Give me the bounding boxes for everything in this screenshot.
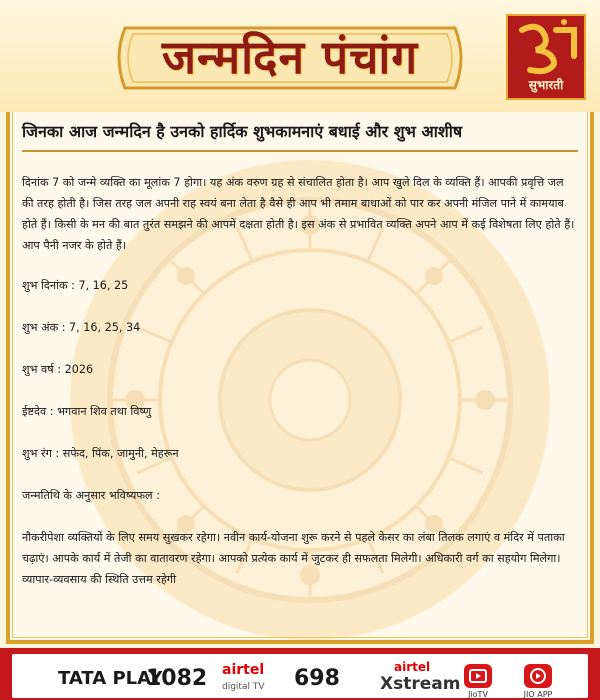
lucky-numbers: शुभ अंक : 7, 16, 25, 34 <box>22 321 141 334</box>
tata-play-channel: 1082 <box>146 666 208 691</box>
jio-app-icon[interactable] <box>524 664 552 688</box>
jiotv-icon[interactable] <box>464 664 492 688</box>
xstream-top-label: airtel <box>394 660 431 674</box>
lucky-dates: शुभ दिनांक : 7, 16, 25 <box>22 279 129 292</box>
page-title: जन्मदिन पंचांग <box>161 30 419 84</box>
airtel-sub-label: digital TV <box>222 682 265 692</box>
xstream-label: Xstream <box>380 674 461 694</box>
deity: ईष्टदेव : भगवान शिव तथा विष्णु <box>22 405 152 418</box>
airtel-label: airtel <box>222 662 265 678</box>
subharti-logo <box>506 14 586 100</box>
prediction-paragraph: नौकरीपेशा व्यक्तियों के लिए समय सुखकर रहेगा। नवीन कार्य-योजना शुरू करने से पहले केसर का लंबा तिलक लगाएं व मंदिर में पताका चढ़ाएं। आपके कार्य में तेजी का वातावरण रहेगा। आपको प्रत्येक कार्य में जुटकर ही सफलता मिलेगी। अधिकारी वर्ग का सहयोग मिलेगा। व्यापार-व्यवसाय की स्थिति उत्तम रहेगी <box>22 531 565 586</box>
om-icon <box>508 16 584 76</box>
intro-paragraph: दिनांक 7 को जन्मे व्यक्ति का मूलांक 7 होगा। यह अंक वरुण ग्रह से संचालित होता है। आप खुले दिल के व्यक्ति हैं। आपकी प्रवृत्ति जल की तरह होती है। जिस तरह जल अपनी राह स्वयं बना लेता है वैसे ही आप भी तमाम बाधाओं को पार कर अपनी मंजिल पाने में कामयाब होते हैं। किसी के मन की बात तुरंत समझने की आपमें दक्षता होती है। इस अंक से प्रभावित व्यक्ति अपने आप में कई विशेषता लिए होते हैं। आप पैनी नजर के होते हैं। <box>22 176 575 252</box>
jio-app-label: JIO APP <box>523 690 553 699</box>
logo-text: सुभारती <box>528 78 564 92</box>
article-body <box>22 172 578 609</box>
lucky-year: शुभ वर्ष : 2026 <box>22 363 94 376</box>
jiotv-label: JioTV <box>468 690 488 699</box>
greeting-heading: जिनका आज जन्मदिन है उनको हार्दिक शुभकामनाएं बधाई और शुभ आशीष <box>22 122 463 141</box>
tata-play-label: TATA PLAY <box>58 668 163 689</box>
header <box>0 0 600 112</box>
lucky-colors: शुभ रंग : सफेद, पिंक, जामुनी, मेहरून <box>22 447 179 460</box>
prediction-heading: जन्मतिथि के अनुसार भविष्यफल : <box>22 489 160 502</box>
footer-ad-panel <box>12 654 588 698</box>
footer-ad <box>0 648 600 700</box>
airtel-channel: 698 <box>294 666 340 691</box>
